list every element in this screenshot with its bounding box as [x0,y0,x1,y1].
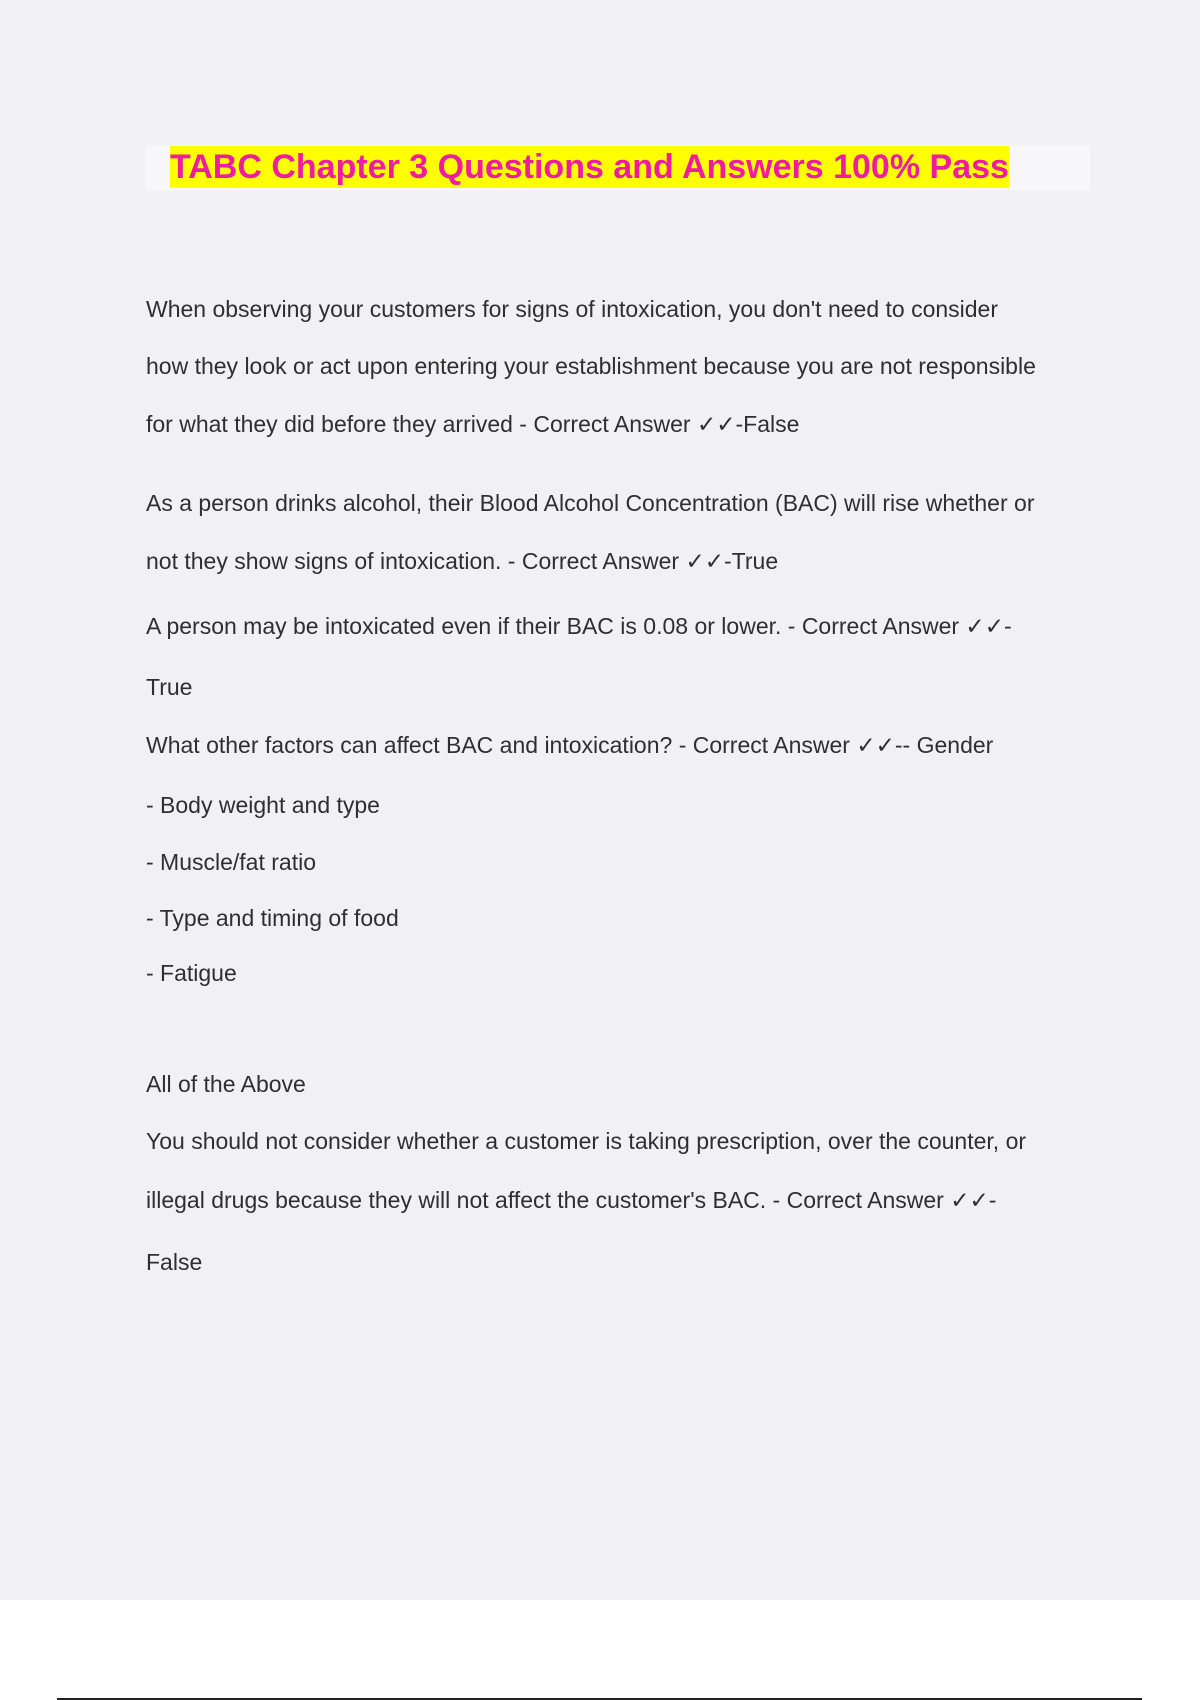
list-item: - Body weight and type [146,792,380,818]
text-line: how they look or act upon entering your establishment because you are not responsible [146,353,1036,379]
text-line: False [146,1249,203,1275]
text-line: not they show signs of intoxication. - Correct Answer ✓✓-True [146,548,779,574]
text-line: for what they did before they arrived - Correct Answer ✓✓-False [146,411,800,437]
text-line: You should not consider whether a customer is taking prescription, over the counter, or [146,1128,1027,1154]
text-line: True [146,674,193,700]
text-line: illegal drugs because they will not affect the customer's BAC. - Correct Answer ✓✓- [146,1187,997,1213]
document-title: TABC Chapter 3 Questions and Answers 100% Pass [170,148,1009,186]
text-line: All of the Above [146,1071,306,1097]
list-item: - Muscle/fat ratio [146,849,316,875]
text-line: As a person drinks alcohol, their Blood Alcohol Concentration (BAC) will rise whether or [146,490,1035,516]
list-item: - Fatigue [146,960,237,986]
list-item: - Type and timing of food [146,905,399,931]
text-line: When observing your customers for signs of intoxication, you don't need to consider [146,296,999,322]
text-line: A person may be intoxicated even if their BAC is 0.08 or lower. - Correct Answer ✓✓- [146,613,1012,639]
text-line: What other factors can affect BAC and intoxication? - Correct Answer ✓✓-- Gender [146,732,994,758]
